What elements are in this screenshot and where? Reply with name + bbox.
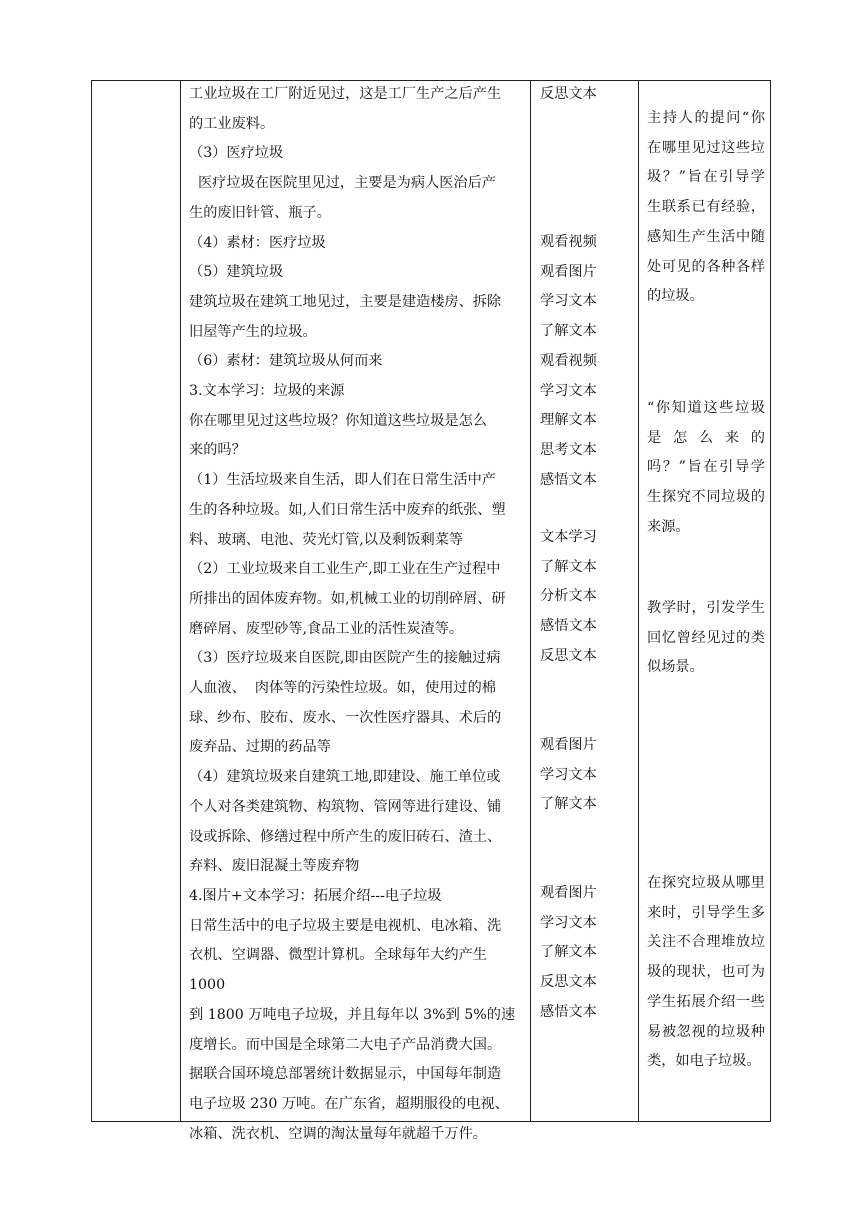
activity-item: 了解文本 bbox=[540, 323, 597, 340]
text-line: （2）工业垃圾来自工业生产,即工业在生产过程中 bbox=[189, 561, 501, 578]
activity-group bbox=[540, 731, 630, 820]
text-line: 冰箱、洗衣机、空调的淘汰量每年就超千万件。 bbox=[189, 1125, 487, 1142]
teaching-note bbox=[647, 869, 765, 1077]
activity-item: 学习文本 bbox=[540, 382, 597, 399]
activity-item: 理解文本 bbox=[540, 412, 597, 429]
activity-item: 思考文本 bbox=[540, 441, 597, 458]
text-line: 生的废旧针管、瓶子。 bbox=[189, 204, 331, 221]
text-line: 球、纱布、胶布、废水、一次性医疗器具、术后的 bbox=[189, 709, 502, 726]
activity-item: 文本学习 bbox=[540, 529, 597, 545]
activity-group bbox=[540, 879, 630, 1028]
activity-group bbox=[540, 80, 630, 110]
activity-item: 了解文本 bbox=[540, 796, 597, 813]
activity-item: 观看图片 bbox=[540, 885, 597, 901]
text-line: （1）生活垃圾来自生活，即人们在日常生活中产 bbox=[189, 472, 496, 489]
teaching-note bbox=[647, 594, 765, 683]
note-text: 主持人的提问“你在哪里见过这些垃圾？”旨在引导学生联系已有经验，感知生产生活中随处可见的各种各样的垃圾。 bbox=[647, 110, 765, 305]
text-line: 医疗垃圾在医院里见过，主要是为病人医治后产 bbox=[189, 175, 496, 192]
text-line: （4）素材：医疗垃圾 bbox=[189, 234, 326, 251]
text-line: 的工业废料。 bbox=[189, 115, 275, 132]
text-line: 电子垃圾 230 万吨。在广东省，超期服役的电视、 bbox=[189, 1095, 509, 1112]
activity-item: 学习文本 bbox=[540, 293, 597, 310]
activity-item: 观看图片 bbox=[540, 263, 597, 280]
text-line: 磨碎屑、废型砂等,食品工业的活性炭渣等。 bbox=[189, 620, 464, 637]
note-text: “你知道这些垃圾是怎么来的吗？”旨在引导学生探究不同垃圾的来源。 bbox=[647, 400, 765, 535]
text-line: 工业垃圾在工厂附近见过，这是工厂生产之后产生 bbox=[189, 86, 502, 102]
activity-group bbox=[540, 228, 630, 495]
activity-item: 学习文本 bbox=[540, 766, 597, 783]
note-text: 教学时，引发学生回忆曾经见过的类似场景。 bbox=[647, 600, 765, 676]
text-line: （3）医疗垃圾 bbox=[189, 145, 284, 162]
content-column bbox=[189, 80, 527, 1149]
text-line: 日常生活中的电子垃圾主要是电视机、电冰箱、洗 bbox=[189, 917, 502, 934]
text-line: 旧屋等产生的垃圾。 bbox=[189, 323, 317, 340]
text-line: 人血液、 肉体等的污染性垃圾。如，使用过的棉 bbox=[189, 680, 496, 697]
text-line: 弃料、废旧混凝土等废弃物 bbox=[189, 858, 360, 875]
text-line: 所排出的固体废弃物。如,机械工业的切削碎屑、研 bbox=[189, 590, 506, 607]
activity-item: 观看视频 bbox=[540, 352, 597, 369]
teaching-note bbox=[647, 104, 765, 312]
text-line: （5）建筑垃圾 bbox=[189, 264, 284, 281]
text-line: （4）建筑垃圾来自建筑工地,即建设、施工单位或 bbox=[189, 769, 501, 786]
activity-item: 反思文本 bbox=[540, 647, 597, 664]
activity-item: 感悟文本 bbox=[540, 618, 597, 635]
activity-item: 了解文本 bbox=[540, 944, 597, 961]
activity-item: 分析文本 bbox=[540, 588, 597, 605]
activity-item: 反思文本 bbox=[540, 86, 597, 102]
activity-item: 反思文本 bbox=[540, 974, 597, 991]
text-line: 料、玻璃、电池、荧光灯管,以及剩饭剩菜等 bbox=[189, 531, 464, 548]
text-line: 设或拆除、修缮过程中所产生的废旧砖石、渣土、 bbox=[189, 828, 502, 845]
column-divider bbox=[180, 80, 181, 1122]
activity-group bbox=[540, 523, 630, 672]
activity-item: 观看视频 bbox=[540, 234, 597, 250]
text-line: 度增长。而中国是全球第二大电子产品消费大国。 bbox=[189, 1036, 502, 1053]
activity-item: 观看图片 bbox=[540, 737, 597, 753]
column-divider bbox=[530, 80, 531, 1122]
text-line: 到 1800 万吨电子垃圾，并且每年以 3%到 5%的速 bbox=[189, 1006, 516, 1023]
text-line: 生的各种垃圾。如,人们日常生活中废弃的纸张、塑 bbox=[189, 501, 506, 518]
section-heading: 4.图片+文本学习：拓展介绍---电子垃圾 bbox=[189, 887, 442, 904]
text-line: 衣机、空调器、微型计算机。全球每年大约产生 1000 bbox=[189, 947, 487, 994]
text-line: （3）医疗垃圾来自医院,即由医院产生的接触过病 bbox=[189, 650, 501, 667]
text-line: 来的吗？ bbox=[189, 442, 246, 459]
text-line: 废弃品、过期的药品等 bbox=[189, 739, 331, 756]
activity-item: 感悟文本 bbox=[540, 1003, 597, 1020]
text-line: 你在哪里见过这些垃圾？你知道这些垃圾是怎么 bbox=[189, 412, 487, 429]
activity-item: 感悟文本 bbox=[540, 471, 597, 488]
note-text: 在探究垃圾从哪里来时，引导学生多关注不合理堆放垃圾的现状，也可为学生拓展介绍一些易被忽视的垃圾种类，如电子垃圾。 bbox=[647, 875, 765, 1070]
activity-item: 了解文本 bbox=[540, 558, 597, 575]
text-line: （6）素材：建筑垃圾从何而来 bbox=[189, 353, 383, 370]
text-line: 个人对各类建筑物、构筑物、管网等进行建设、铺 bbox=[189, 798, 502, 815]
activity-item: 学习文本 bbox=[540, 914, 597, 931]
column-divider bbox=[638, 80, 639, 1122]
text-line: 据联合国环境总部署统计数据显示，中国每年制造 bbox=[189, 1066, 502, 1083]
text-line: 建筑垃圾在建筑工地见过，主要是建造楼房、拆除 bbox=[189, 293, 502, 310]
section-heading: 3.文本学习：垃圾的来源 bbox=[189, 383, 345, 400]
teaching-note bbox=[647, 394, 765, 543]
